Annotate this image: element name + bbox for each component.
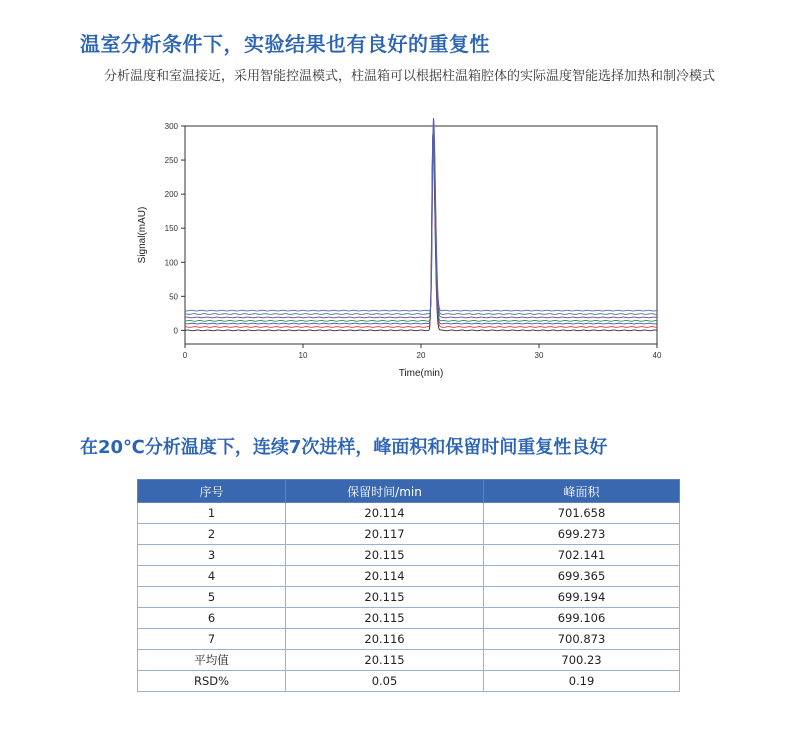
y-tick-label: 250 xyxy=(164,156,178,166)
y-tick-label: 50 xyxy=(169,292,178,302)
y-tick-label: 300 xyxy=(164,122,178,131)
cell-retention-time: 20.116 xyxy=(286,629,484,650)
table-row xyxy=(138,503,680,524)
cell-index: 5 xyxy=(138,587,286,608)
x-tick-label: 20 xyxy=(416,351,426,360)
series-line-run-3 xyxy=(185,132,657,323)
table-row xyxy=(138,545,680,566)
cell-index: 3 xyxy=(138,545,286,566)
cell-peak-area: 699.106 xyxy=(484,608,680,629)
table-row xyxy=(138,587,680,608)
y-tick-label: 150 xyxy=(164,224,178,234)
y-tick-label: 100 xyxy=(164,258,178,268)
table-row xyxy=(138,671,680,692)
description-paragraph: 分析温度和室温接近，采用智能控温模式，柱温箱可以根据柱温箱腔体的实际温度智能选择加热和制冷模式 xyxy=(104,69,716,84)
cell-peak-area: 701.658 xyxy=(484,503,680,524)
y-axis-label: Signal(mAU) xyxy=(137,206,148,264)
cell-index: RSD% xyxy=(138,671,286,692)
cell-index: 1 xyxy=(138,503,286,524)
cell-peak-area: 699.365 xyxy=(484,566,680,587)
series-line-run-2 xyxy=(185,134,657,327)
cell-index: 2 xyxy=(138,524,286,545)
table-header-row xyxy=(138,480,680,503)
x-axis-label: Time(min) xyxy=(398,368,444,379)
header-index: 序号 xyxy=(138,480,286,503)
cell-peak-area: 702.141 xyxy=(484,545,680,566)
series-line-run-4 xyxy=(185,128,657,322)
chromatogram-chart xyxy=(130,118,675,388)
cell-peak-area: 0.19 xyxy=(484,671,680,692)
cell-retention-time: 0.05 xyxy=(286,671,484,692)
cell-retention-time: 20.114 xyxy=(286,503,484,524)
series-line-run-5 xyxy=(185,124,657,318)
series-line-run-6 xyxy=(185,120,657,314)
cell-index: 4 xyxy=(138,566,286,587)
table-row xyxy=(138,650,680,671)
table-row xyxy=(138,524,680,545)
table-row xyxy=(138,629,680,650)
section-heading-2: 在20℃分析温度下，连续7次进样，峰面积和保留时间重复性良好 xyxy=(80,437,608,458)
header-peak-area: 峰面积 xyxy=(484,480,680,503)
y-tick-label: 200 xyxy=(164,190,178,200)
cell-retention-time: 20.115 xyxy=(286,545,484,566)
y-tick-label: 0 xyxy=(173,326,178,336)
series-line-run-7 xyxy=(185,118,657,311)
cell-peak-area: 699.273 xyxy=(484,524,680,545)
x-tick-label: 0 xyxy=(182,351,188,360)
section-heading-1: 温室分析条件下，实验结果也有良好的重复性 xyxy=(80,32,490,56)
x-tick-label: 40 xyxy=(652,351,662,360)
cell-retention-time: 20.115 xyxy=(286,587,484,608)
x-tick-label: 10 xyxy=(298,351,308,360)
cell-peak-area: 699.194 xyxy=(484,587,680,608)
x-tick-label: 30 xyxy=(534,351,544,360)
cell-retention-time: 20.117 xyxy=(286,524,484,545)
table-row xyxy=(138,608,680,629)
series-line-run-1 xyxy=(185,136,657,331)
cell-retention-time: 20.114 xyxy=(286,566,484,587)
cell-index: 7 xyxy=(138,629,286,650)
cell-peak-area: 700.873 xyxy=(484,629,680,650)
repeatability-table xyxy=(137,479,680,692)
cell-index: 平均值 xyxy=(138,650,286,671)
cell-retention-time: 20.115 xyxy=(286,650,484,671)
cell-retention-time: 20.115 xyxy=(286,608,484,629)
cell-peak-area: 700.23 xyxy=(484,650,680,671)
table-row xyxy=(138,566,680,587)
cell-index: 6 xyxy=(138,608,286,629)
header-retention-time: 保留时间/min xyxy=(286,480,484,503)
